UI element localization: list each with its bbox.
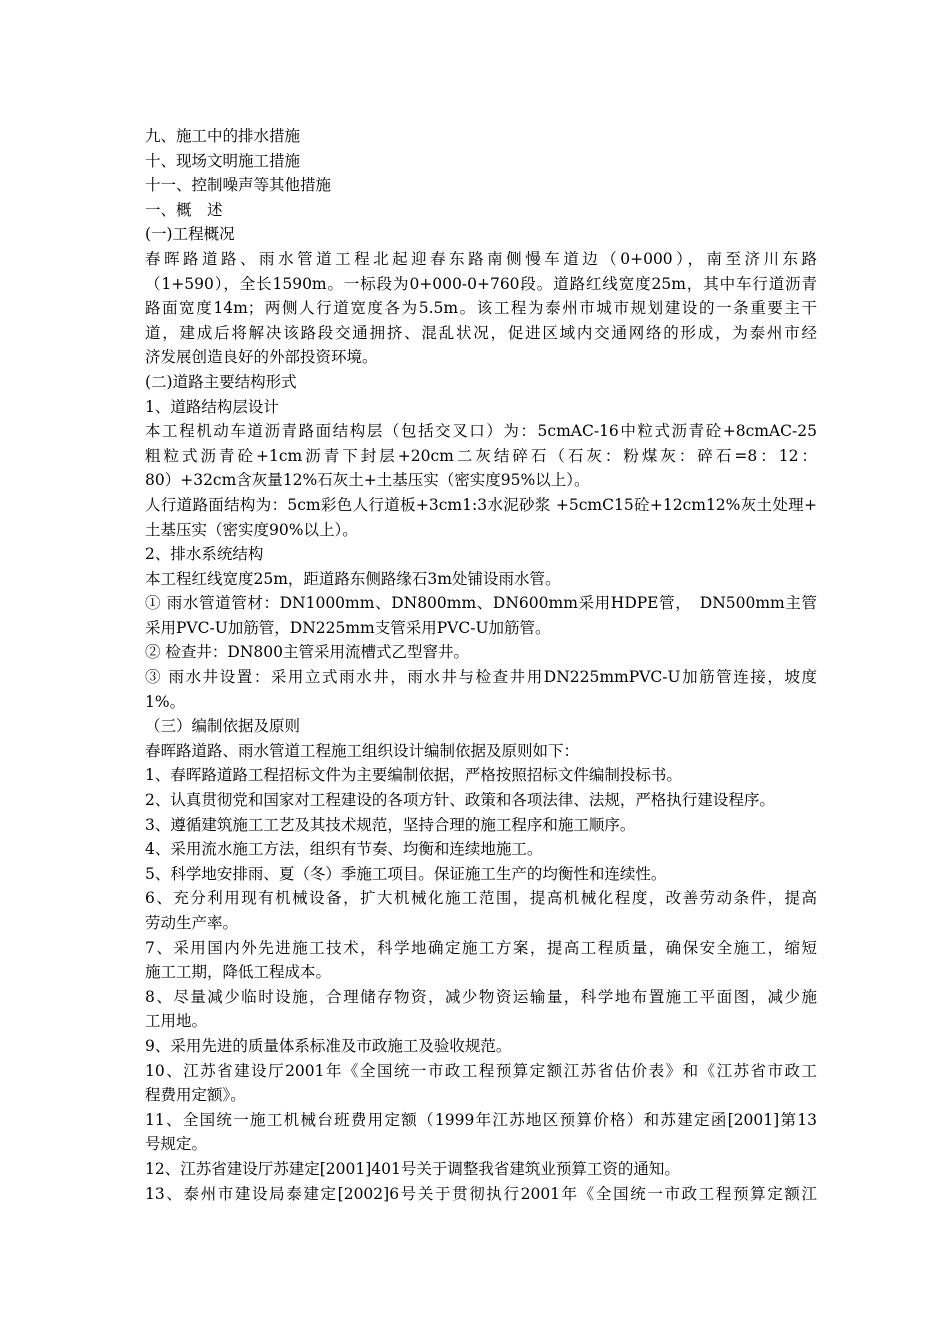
subheading-road-structure: (二)道路主要结构形式 [145, 372, 297, 391]
paragraph-line: ① 雨水管道管材：DN1000mm、DN800mm、DN600mm采用HDPE管， DN500mm主管 [145, 594, 817, 613]
list-item: 6、充分利用现有机械设备，扩大机械化施工范围，提高机械化程度，改善劳动条件，提高 [145, 889, 817, 908]
list-item: 1、春晖路道路工程招标文件为主要编制依据，严格按照招标文件编制投标书。 [145, 766, 682, 785]
list-item: 7、采用国内外先进施工技术，科学地确定施工方案，提高工程质量，确保安全施工，缩短 [145, 938, 817, 957]
list-item: 9、采用先进的质量体系标准及市政施工及验收规范。 [145, 1036, 512, 1055]
list-item: 3、遵循建筑施工工艺及其技术规范，坚持合理的施工程序和施工顺序。 [145, 815, 636, 834]
document-body [145, 124, 817, 1206]
paragraph-line: 本工程红线宽度25m，距道路东侧路缘石3m处铺设雨水管。 [145, 569, 561, 588]
paragraph-line: （1+590），全长1590m。一标段为0+000-0+760段。道路红线宽度25m，其中车行道沥青 [145, 274, 817, 293]
list-item: 号规定。 [145, 1135, 208, 1154]
paragraph-line: 采用PVC-U加筋管，DN225mm支管采用PVC-U加筋管。 [145, 618, 551, 637]
paragraph-line: 春晖路道路、雨水管道工程北起迎春东路南侧慢车道边（0+000），南至济川东路 [145, 249, 817, 268]
list-item: 程费用定额》。 [145, 1086, 246, 1105]
paragraph-line: ③ 雨水井设置：采用立式雨水井，雨水井与检查井用DN225mmPVC-U加筋管连接，坡度 [145, 668, 817, 687]
paragraph-line: 本工程机动车道沥青路面结构层（包括交叉口）为：5cmAC-16中粒式沥青砼+8cmAC-25 [145, 422, 817, 441]
paragraph-line: 80）+32cm含灰量12%石灰土+土基压实（密实度95%以上）。 [145, 471, 590, 490]
paragraph-line: 粗粒式沥青砼+1cm沥青下封层+20cm二灰结碎石（石灰：粉煤灰：碎石=8：12： [145, 446, 817, 465]
paragraph-line: 土基压实（密实度90%以上）。 [145, 520, 358, 539]
paragraph-line: 道，建成后将解决该路段交通拥挤、混乱状况，促进区域内交通网络的形成，为泰州市经 [145, 323, 817, 342]
list-item: 施工工期，降低工程成本。 [145, 963, 332, 982]
paragraph-line: 春晖路道路、雨水管道工程施工组织设计编制依据及原则如下： [145, 741, 580, 760]
paragraph-line: 人行道路面结构为：5cm彩色人行道板+3cm1:3水泥砂浆 +5cmC15砼+12cm12%灰土处理+ [145, 495, 817, 514]
toc-item-9: 九、施工中的排水措施 [145, 127, 301, 145]
item-heading: 1、道路结构层设计 [145, 397, 279, 416]
paragraph-line: 路面宽度14m；两侧人行道宽度各为5.5m。该工程为泰州市城市规划建设的一条重要主干 [145, 299, 817, 318]
subheading-basis-principles: （三）编制依据及原则 [145, 717, 301, 736]
subheading-project-overview: (一)工程概况 [145, 225, 235, 244]
list-item: 5、科学地安排雨、夏（冬）季施工项目。保证施工生产的均衡性和连续性。 [145, 864, 667, 883]
list-item: 12、江苏省建设厅苏建定[2001]401号关于调整我省建筑业预算工资的通知。 [145, 1159, 680, 1178]
list-item: 11、全国统一施工机械台班费用定额（1999年江苏地区预算价格）和苏建定函[2001]第13 [145, 1110, 817, 1129]
paragraph-line: 1%。 [145, 692, 186, 711]
section-heading-overview: 一、概 述 [145, 200, 223, 219]
list-item: 8、尽量减少临时设施，合理储存物资，减少物资运输量，科学地布置施工平面图，减少施 [145, 987, 817, 1006]
list-item: 10、江苏省建设厅2001年《全国统一市政工程预算定额江苏省估价表》和《江苏省市政工 [145, 1061, 817, 1080]
list-item: 工用地。 [145, 1012, 208, 1031]
item-heading: 2、排水系统结构 [145, 545, 264, 564]
paragraph-line: 济发展创造良好的外部投资环境。 [145, 348, 378, 367]
toc-item-10: 十、现场文明施工措施 [145, 151, 301, 170]
list-item: 4、采用流水施工方法，组织有节奏、均衡和连续地施工。 [145, 840, 543, 859]
list-item: 13、泰州市建设局泰建定[2002]6号关于贯彻执行2001年《全国统一市政工程预算定额江 [145, 1184, 817, 1203]
paragraph-line: ② 检查井：DN800主管采用流槽式乙型窨井。 [145, 643, 470, 662]
list-item: 2、认真贯彻党和国家对工程建设的各项方针、政策和各项法律、法规，严格执行建设程序。 [145, 791, 775, 810]
toc-item-11: 十一、控制噪声等其他措施 [145, 176, 332, 195]
list-item: 劳动生产率。 [145, 914, 239, 932]
